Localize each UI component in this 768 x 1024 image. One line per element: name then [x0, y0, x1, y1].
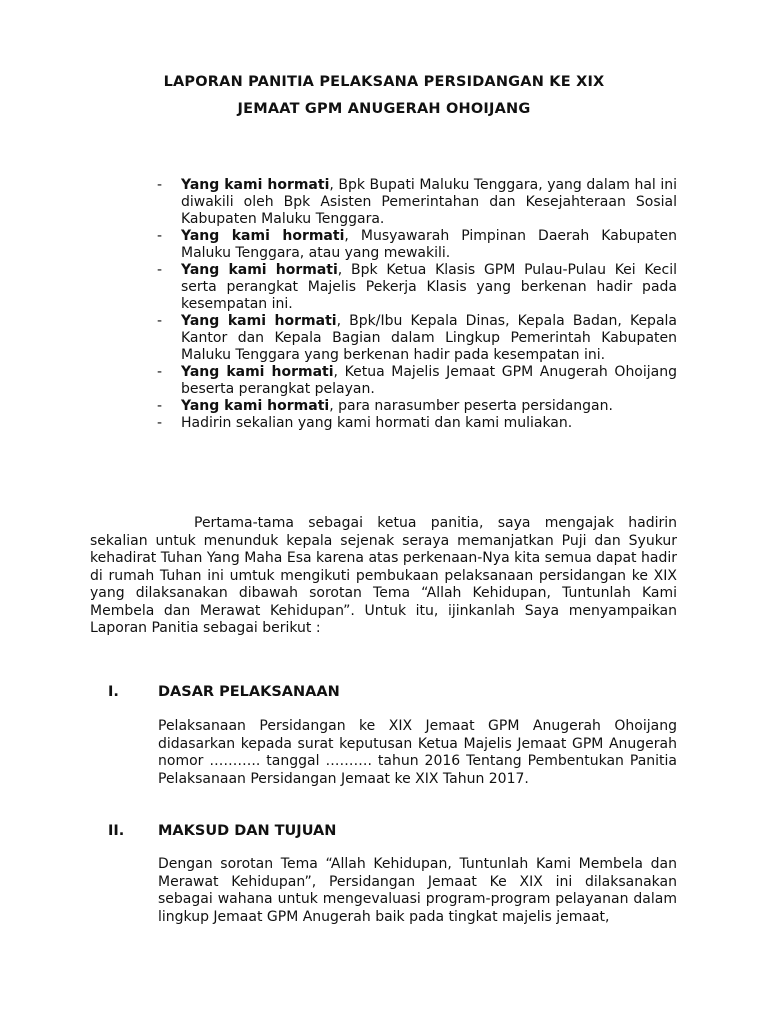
greeting-text: , Bpk Ketua Klasis GPM Pulau-Pulau Kei Kecil serta perangkat Majelis Pekerja Klasis yang berkenan hadir pada kesempatan ini. — [181, 262, 677, 312]
greeting-text: , para narasumber peserta persidangan. — [329, 398, 613, 414]
greeting-text: , Bpk Bupati Maluku Tenggara, yang dalam hal ini diwakili oleh Bpk Asisten Pemerintahan dan Kesejahteraan Sosial Kabupaten Maluku Tenggara. — [181, 177, 677, 227]
list-item — [157, 313, 677, 364]
section-title: DASAR PELAKSANAAN — [158, 684, 340, 700]
greeting-text: , Musyawarah Pimpinan Daerah Kabupaten Maluku Tenggara, atau yang mewakili. — [181, 228, 677, 261]
greetings-list — [157, 177, 677, 432]
greeting-bold: Yang kami hormati — [181, 313, 337, 329]
section-number: II. — [108, 823, 125, 839]
greeting-bold: Yang kami hormati — [181, 228, 345, 244]
document-subtitle: JEMAAT GPM ANUGERAH OHOIJANG — [237, 101, 531, 117]
greeting-bold: Yang kami hormati — [181, 262, 338, 278]
greeting-bold: Yang kami hormati — [181, 398, 330, 414]
list-item — [157, 262, 677, 313]
greeting-bold: Yang kami hormati — [181, 364, 334, 380]
greeting-bold: Yang kami hormati — [181, 177, 330, 193]
list-item — [157, 177, 677, 228]
list-item — [157, 415, 677, 432]
greeting-text: , Bpk/Ibu Kepala Dinas, Kepala Badan, Kepala Kantor dan Kepala Bagian dalam Lingkup Pemerintah Kabupaten Maluku Tenggara yang berkenan hadir pada kesempatan ini. — [181, 313, 677, 363]
greeting-text: , Ketua Majelis Jemaat GPM Anugerah Ohoijang beserta perangkat pelayan. — [181, 364, 677, 397]
section-body-maksud-dan-tujuan: Dengan sorotan Tema “Allah Kehidupan, Tuntunlah Kami Membela dan Merawat Kehidupan”, Persidangan Jemaat Ke XIX ini dilaksanakan sebagai wahana untuk mengevaluasi program-program pelayanan dalam lingkup Jemaat GPM Anugerah baik pada tingkat majelis jemaat, — [158, 856, 677, 925]
section-heading-dasar-pelaksanaan — [108, 684, 608, 704]
section-heading-maksud-dan-tujuan — [108, 823, 608, 843]
document-title: LAPORAN PANITIA PELAKSANA PERSIDANGAN KE XIX — [163, 74, 605, 90]
section-number: I. — [108, 684, 119, 700]
list-item — [157, 398, 677, 415]
intro-paragraph: Pertama-tama sebagai ketua panitia, saya mengajak hadirin sekalian untuk menunduk kepala sejenak seraya memanjatkan Puji dan Syukur kehadirat Tuhan Yang Maha Esa karena atas perkenaan-Nya kita semua dapat hadir di rumah Tuhan ini umtuk mengikuti pembukaan pelaksanaan persidangan ke XIX yang dilaksanakan dibawah sorotan Tema “Allah Kehidupan, Tuntunlah Kami Membela dan Merawat Kehidupan”. Untuk itu, ijinkanlah Saya menyampaikan Laporan Panitia sebagai berikut : — [90, 515, 677, 636]
list-item — [157, 364, 677, 398]
section-body-dasar-pelaksanaan: Pelaksanaan Persidangan ke XIX Jemaat GPM Anugerah Ohoijang didasarkan kepada surat keputusan Ketua Majelis Jemaat GPM Anugerah nomor ……….. tanggal ………. tahun 2016 Tentang Pembentukan Panitia Pelaksanaan Persidangan Jemaat ke XIX Tahun 2017. — [158, 718, 677, 787]
list-item — [157, 228, 677, 262]
greeting-text: Hadirin sekalian yang kami hormati dan kami muliakan. — [181, 415, 573, 431]
section-title: MAKSUD DAN TUJUAN — [158, 823, 337, 839]
